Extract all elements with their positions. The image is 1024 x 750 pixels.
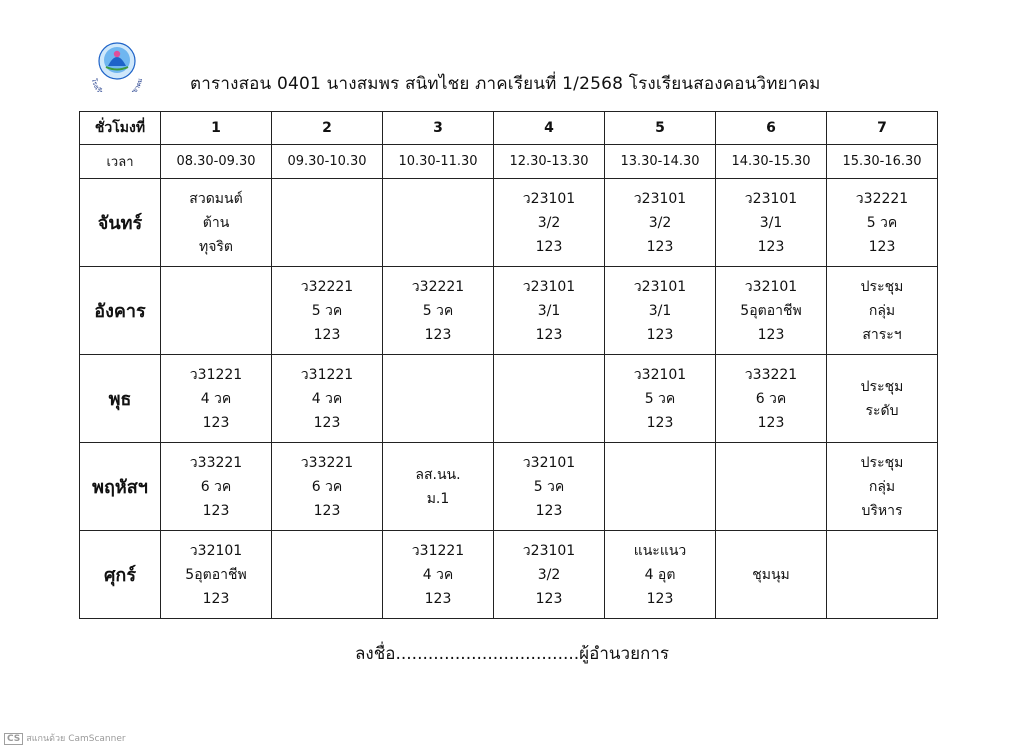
period-number-cell: 3 [383, 112, 494, 145]
day-name-cell: พุธ [80, 355, 161, 443]
schedule-cell [494, 443, 605, 531]
schedule-cell-line: 3/1 [537, 302, 561, 319]
schedule-cell [605, 179, 716, 267]
school-emblem-icon [84, 40, 150, 92]
schedule-cell [716, 179, 827, 267]
schedule-cell-line: ว32101 [189, 542, 243, 559]
school-logo [84, 40, 150, 92]
schedule-cell-line: ประชุม [860, 278, 904, 295]
schedule-cell-line: ม.1 [426, 490, 450, 507]
schedule-cell [272, 179, 383, 267]
schedule-cell [827, 443, 938, 531]
schedule-cell [494, 355, 605, 443]
schedule-cell-line: ว31221 [189, 366, 243, 383]
schedule-cell-line: ว31221 [411, 542, 465, 559]
schedule-cell-line: ว23101 [522, 278, 576, 295]
schedule-cell-line: 123 [424, 590, 452, 607]
schedule-cell [383, 443, 494, 531]
day-row [80, 531, 938, 619]
schedule-cell-line: 123 [535, 326, 563, 343]
schedule-cell [272, 443, 383, 531]
schedule-cell [716, 443, 827, 531]
schedule-cell-line: สาระฯ [862, 326, 902, 343]
schedule-cell [383, 267, 494, 355]
schedule-cell-line: 123 [646, 414, 674, 431]
day-row [80, 355, 938, 443]
schedule-cell-line: 5อุตอาชีพ [740, 302, 802, 319]
period-number-cell: 2 [272, 112, 383, 145]
period-time-cell: 15.30-16.30 [827, 145, 938, 179]
schedule-cell-line: ว31221 [300, 366, 354, 383]
schedule-cell-line: 123 [535, 502, 563, 519]
period-time-cell: 14.30-15.30 [716, 145, 827, 179]
schedule-cell-line: 3/2 [537, 566, 561, 583]
schedule-cell [161, 267, 272, 355]
schedule-cell [605, 267, 716, 355]
day-name-cell: พฤหัสฯ [80, 443, 161, 531]
day-row [80, 179, 938, 267]
period-time-cell: 13.30-14.30 [605, 145, 716, 179]
schedule-cell-line: 3/2 [648, 214, 672, 231]
schedule-cell [272, 267, 383, 355]
schedule-cell-line: 123 [757, 326, 785, 343]
schedule-cell-line: ว23101 [633, 190, 687, 207]
schedule-cell-line: สวดมนต์ [189, 190, 243, 207]
schedule-cell-line: ว23101 [633, 278, 687, 295]
schedule-cell-line: 5อุตอาชีพ [185, 566, 247, 583]
camscanner-text: สแกนด้วย CamScanner [26, 734, 126, 744]
time-label-cell: เวลา [80, 145, 161, 179]
schedule-cell-line: ว32101 [633, 366, 687, 383]
schedule-cell [272, 355, 383, 443]
period-time-cell: 08.30-09.30 [161, 145, 272, 179]
schedule-cell-line: 6 วค [311, 478, 343, 495]
schedule-cell-line: 4 วค [200, 390, 232, 407]
schedule-cell-line: แนะแนว [633, 542, 687, 559]
period-number-cell: 5 [605, 112, 716, 145]
header-row [80, 112, 938, 145]
schedule-cell-line: ว32221 [300, 278, 354, 295]
schedule-cell [827, 355, 938, 443]
schedule-cell [161, 355, 272, 443]
period-number-cell: 4 [494, 112, 605, 145]
schedule-cell [827, 179, 938, 267]
schedule-cell [605, 531, 716, 619]
schedule-cell-line: ว32101 [522, 454, 576, 471]
camscanner-watermark [4, 731, 126, 745]
schedule-cell-line: ทุจริต [198, 238, 234, 255]
day-row [80, 267, 938, 355]
schedule-cell-line: ว23101 [744, 190, 798, 207]
schedule-cell-line: 5 วค [422, 302, 454, 319]
schedule-cell [494, 179, 605, 267]
schedule-cell-line: ว23101 [522, 190, 576, 207]
schedule-cell-line: 123 [646, 238, 674, 255]
schedule-cell [494, 267, 605, 355]
schedule-cell [605, 355, 716, 443]
schedule-cell-line: 123 [313, 414, 341, 431]
schedule-cell-line: กลุ่ม [868, 302, 896, 319]
day-name-cell: จันทร์ [80, 179, 161, 267]
schedule-cell [383, 355, 494, 443]
schedule-cell-line: ว32221 [855, 190, 909, 207]
schedule-cell-line: 123 [202, 590, 230, 607]
schedule-cell [272, 531, 383, 619]
schedule-cell-line: บริหาร [861, 502, 903, 519]
schedule-cell [716, 531, 827, 619]
schedule-cell [161, 443, 272, 531]
schedule-cell-line: 123 [757, 238, 785, 255]
schedule-cell-line: ว33221 [744, 366, 798, 383]
schedule-cell [161, 531, 272, 619]
svg-text:โรงเรียนสองคอนวิทยาคม: โรงเรี ยาคม [89, 77, 145, 92]
period-label-cell: ชั่วโมงที่ [80, 112, 161, 145]
day-row [80, 443, 938, 531]
schedule-cell-line: 123 [535, 238, 563, 255]
period-number-cell: 6 [716, 112, 827, 145]
period-number-cell: 1 [161, 112, 272, 145]
schedule-cell-line: 5 วค [644, 390, 676, 407]
schedule-cell-line: ต้าน [202, 214, 230, 231]
schedule-cell-line: 5 วค [866, 214, 898, 231]
schedule-cell-line: 123 [424, 326, 452, 343]
schedule-cell [716, 267, 827, 355]
director-signature-line: ลงชื่อ..................................ผู้อำนวยการ [354, 644, 669, 664]
schedule-cell [383, 531, 494, 619]
schedule-cell-line: ลส.นน. [415, 466, 461, 483]
schedule-cell-line: ระดับ [865, 402, 899, 419]
schedule-cell [827, 267, 938, 355]
page-title: ตารางสอน 0401 นางสมพร สนิทไชย ภาคเรียนที่ 1/2568 โรงเรียนสองคอนวิทยาคม [190, 74, 821, 94]
schedule-cell-line: ประชุม [860, 454, 904, 471]
schedule-cell-line: ชุมนุม [752, 566, 790, 583]
schedule-cell-line: 4 วค [311, 390, 343, 407]
period-time-cell: 09.30-10.30 [272, 145, 383, 179]
schedule-cell-line: กลุ่ม [868, 478, 896, 495]
schedule-cell-line: 5 วค [311, 302, 343, 319]
schedule-cell-line: 123 [202, 414, 230, 431]
schedule-cell-line: 123 [646, 590, 674, 607]
schedule-cell-line: 3/2 [537, 214, 561, 231]
camscanner-logo-icon: CS [4, 733, 23, 745]
schedule-cell-line: 6 วค [755, 390, 787, 407]
schedule-cell-line: 5 วค [533, 478, 565, 495]
schedule-cell [827, 531, 938, 619]
period-time-cell: 10.30-11.30 [383, 145, 494, 179]
schedule-cell-line: 3/1 [759, 214, 783, 231]
schedule-cell-line: 123 [202, 502, 230, 519]
schedule-cell-line: 123 [535, 590, 563, 607]
schedule-table [79, 111, 938, 619]
schedule-cell-line: ว33221 [189, 454, 243, 471]
schedule-cell-line: 123 [313, 502, 341, 519]
schedule-cell-line: ว33221 [300, 454, 354, 471]
schedule-cell-line: 123 [646, 326, 674, 343]
period-number-cell: 7 [827, 112, 938, 145]
schedule-cell-line: 4 อุต [644, 566, 676, 583]
schedule-cell [383, 179, 494, 267]
schedule-cell [605, 443, 716, 531]
schedule-cell-line: 123 [313, 326, 341, 343]
schedule-cell-line: 123 [868, 238, 896, 255]
schedule-cell-line: ว32101 [744, 278, 798, 295]
day-name-cell: อังคาร [80, 267, 161, 355]
time-row [80, 145, 938, 179]
day-name-cell: ศุกร์ [80, 531, 161, 619]
period-time-cell: 12.30-13.30 [494, 145, 605, 179]
schedule-cell-line: 123 [757, 414, 785, 431]
schedule-cell-line: 6 วค [200, 478, 232, 495]
schedule-cell-line: 3/1 [648, 302, 672, 319]
schedule-cell [161, 179, 272, 267]
schedule-cell [716, 355, 827, 443]
schedule-cell-line: ประชุม [860, 378, 904, 395]
schedule-cell [494, 531, 605, 619]
schedule-cell-line: 4 วค [422, 566, 454, 583]
schedule-cell-line: ว23101 [522, 542, 576, 559]
schedule-cell-line: ว32221 [411, 278, 465, 295]
